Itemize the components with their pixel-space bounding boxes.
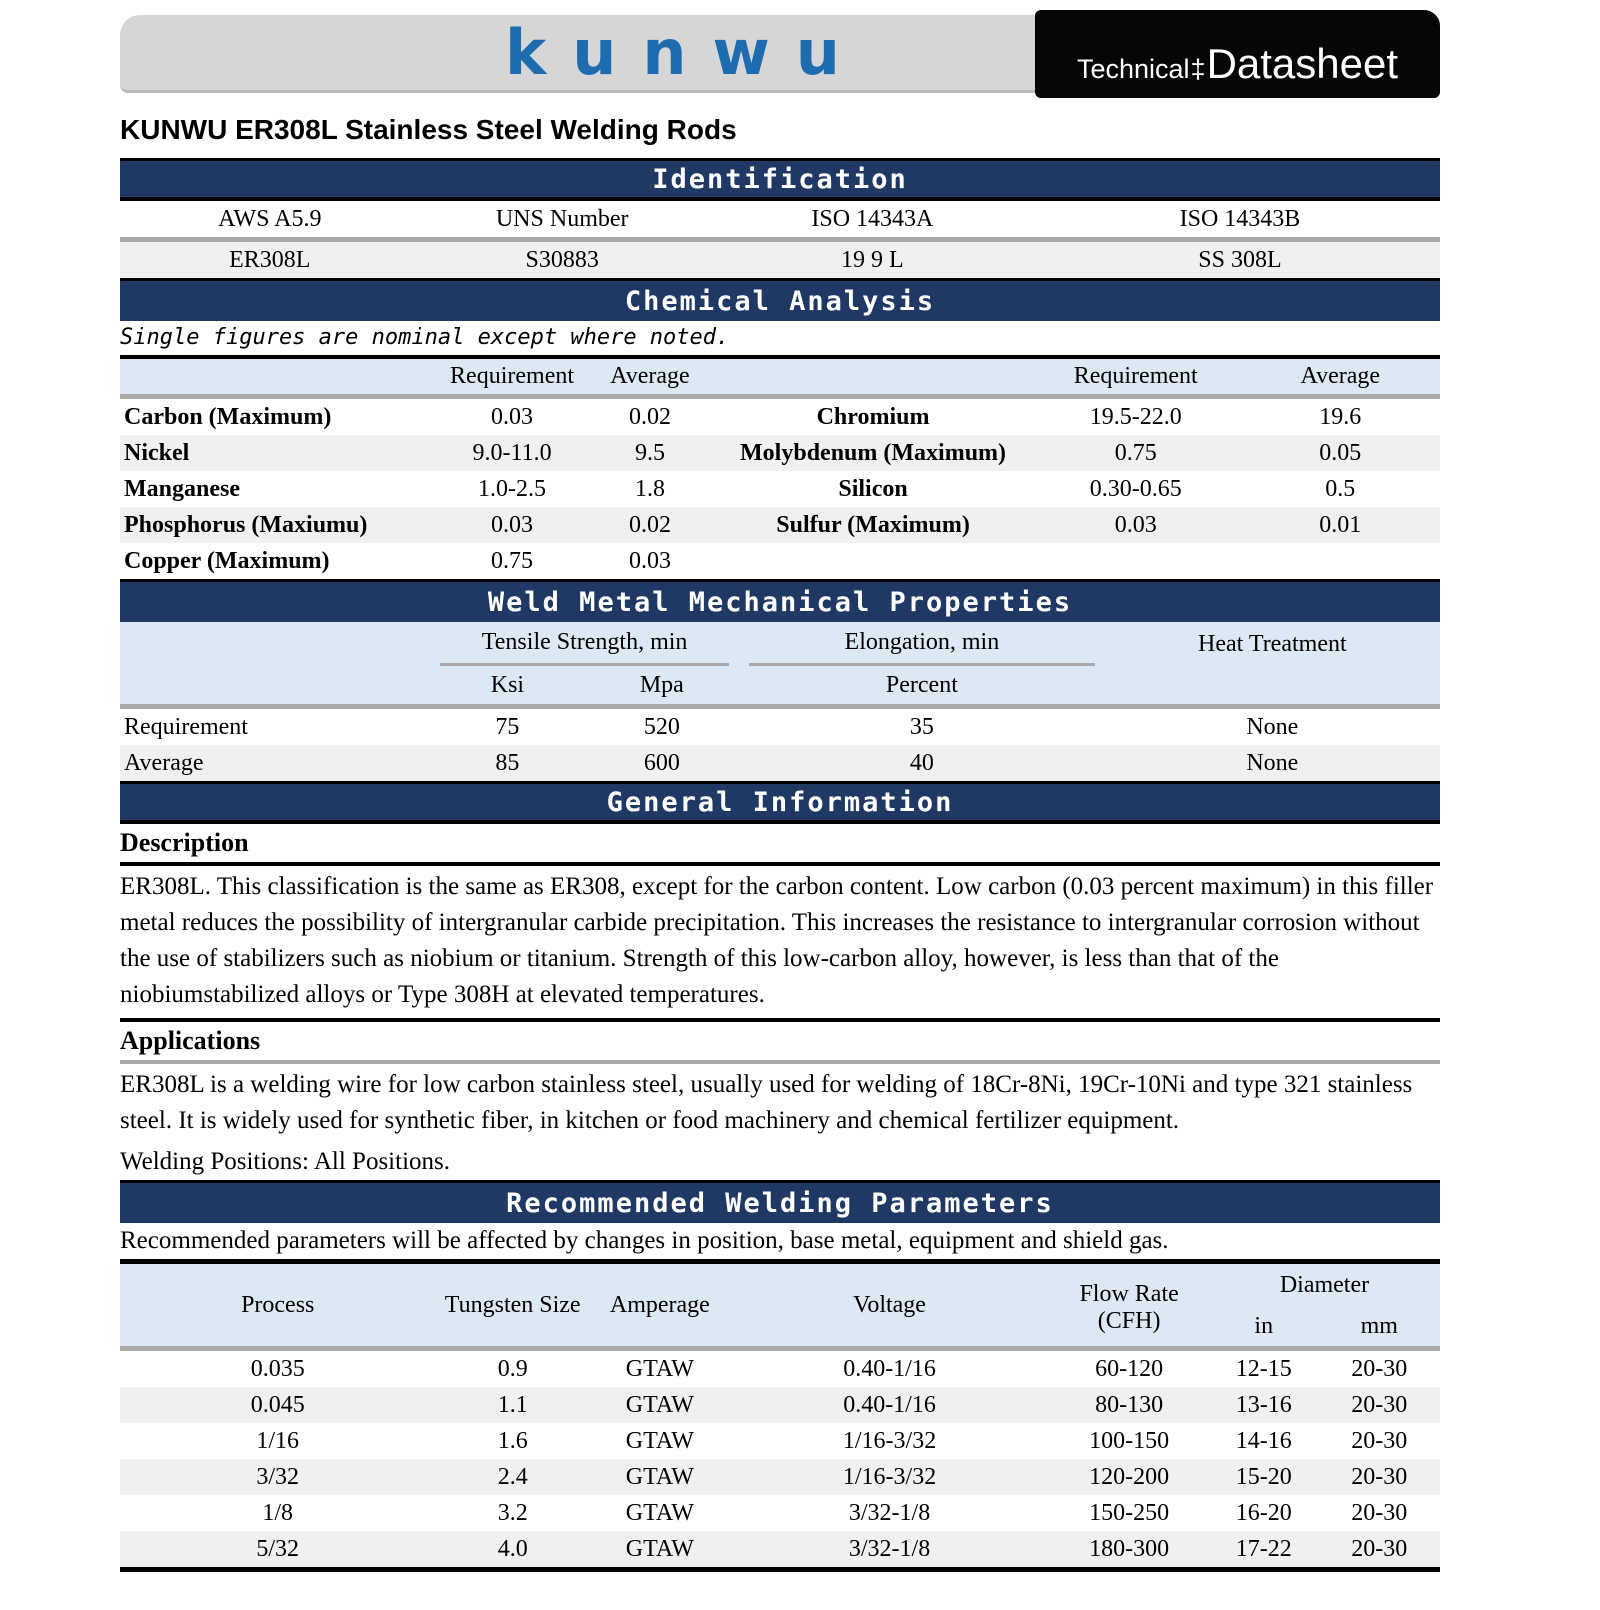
element-requirement: 0.75 [1114, 440, 1157, 466]
identification-columns-row [120, 201, 1440, 237]
param-tungsten: 1/16-3/32 [842, 1428, 937, 1454]
id-value: ER308L [229, 247, 311, 273]
chemical-row [120, 471, 1440, 507]
chemical-note: Single figures are nominal except where noted. [120, 325, 730, 350]
parameters-note: Recommended parameters will be affected by changes in position, base metal, equipment and shield gas. [120, 1227, 1169, 1254]
param-flow: 20-30 [1351, 1356, 1408, 1382]
param-flow: 20-30 [1351, 1500, 1408, 1526]
mech-mpa: 600 [643, 750, 680, 776]
param-amperage: 100-150 [1089, 1428, 1170, 1454]
spacer [120, 622, 430, 704]
param-tungsten: 3/32-1/8 [848, 1500, 931, 1526]
id-column-header: AWS A5.9 [218, 206, 322, 232]
param-process: GTAW [625, 1356, 694, 1382]
id-column-header: ISO 14343B [1179, 206, 1301, 232]
mech-row-label: Requirement [124, 714, 248, 740]
section-header-mechanical-properties: Weld Metal Mechanical Properties [120, 579, 1440, 622]
flow-rate-header [1049, 1264, 1209, 1346]
chemical-header-row [120, 359, 1440, 394]
param-voltage: 16-20 [1235, 1500, 1292, 1526]
param-mm: 4.0 [497, 1536, 528, 1562]
chem-col-requirement: Requirement [450, 363, 575, 389]
mech-heat: None [1246, 750, 1299, 776]
param-voltage: 17-22 [1235, 1536, 1292, 1562]
chemical-row [120, 399, 1440, 435]
element-average: 0.02 [628, 512, 671, 538]
percent-header: Percent [885, 671, 958, 698]
element-requirement: 0.75 [491, 548, 534, 574]
elongation-header: Elongation, min [749, 622, 1095, 666]
element-requirement: 0.30-0.65 [1089, 476, 1182, 502]
element-requirement: 1.0-2.5 [478, 476, 547, 502]
datasheet-page [120, 10, 1440, 1572]
in-header: in [1254, 1312, 1274, 1339]
element-name: Manganese [124, 476, 240, 502]
element-average [1241, 543, 1440, 579]
technical-datasheet-badge [1035, 10, 1440, 98]
param-tungsten: 3/32-1/8 [848, 1536, 931, 1562]
flow-rate-line2: (CFH) [1097, 1308, 1161, 1334]
element-requirement: 19.5-22.0 [1089, 404, 1182, 430]
element-name: Copper (Maximum) [124, 548, 330, 574]
amperage-header: Amperage [609, 1291, 710, 1318]
page-title: KUNWU ER308L Stainless Steel Welding Rods [120, 114, 737, 145]
id-value: SS 308L [1198, 247, 1282, 273]
chemical-row [120, 507, 1440, 543]
identification-values-row [120, 242, 1440, 278]
mechanical-header [120, 622, 1440, 704]
id-column-header: UNS Number [495, 206, 629, 232]
element-requirement: 9.0-11.0 [472, 440, 552, 466]
param-mm: 1.1 [497, 1392, 528, 1418]
element-average: 1.8 [634, 476, 665, 502]
section-header-chemical-analysis: Chemical Analysis [120, 278, 1440, 321]
parameters-row [120, 1495, 1440, 1531]
param-in: 1/16 [256, 1428, 300, 1454]
description-heading: Description [120, 828, 249, 857]
element-average: 0.03 [628, 548, 671, 574]
tungsten-size-header: Tungsten Size [444, 1291, 581, 1318]
param-in: 3/32 [256, 1464, 300, 1490]
section-header-general-information: General Information [120, 781, 1440, 824]
param-tungsten: 0.40-1/16 [843, 1356, 936, 1382]
param-voltage: 15-20 [1235, 1464, 1292, 1490]
element-average: 0.02 [628, 404, 671, 430]
spacer [1105, 666, 1440, 704]
parameters-row [120, 1387, 1440, 1423]
param-process: GTAW [625, 1464, 694, 1490]
chemical-row [120, 435, 1440, 471]
element-name: Phosphorus (Maxiumu) [124, 512, 368, 538]
param-flow: 20-30 [1351, 1392, 1408, 1418]
parameters-row [120, 1351, 1440, 1387]
mpa-header: Mpa [639, 671, 684, 698]
heat-treatment-header: Heat Treatment [1198, 630, 1347, 657]
param-flow: 20-30 [1351, 1464, 1408, 1490]
parameters-row [120, 1531, 1440, 1567]
mech-percent: 40 [909, 750, 934, 776]
param-in: 0.035 [250, 1356, 305, 1382]
param-amperage: 150-250 [1089, 1500, 1170, 1526]
id-value: S30883 [525, 247, 599, 273]
tensile-strength-header: Tensile Strength, min [440, 622, 729, 666]
element-name: Sulfur (Maximum) [776, 512, 970, 538]
element-requirement: 0.03 [1114, 512, 1157, 538]
param-process: GTAW [625, 1500, 694, 1526]
mech-percent: 35 [909, 714, 934, 740]
param-in: 1/8 [262, 1500, 294, 1526]
param-flow: 20-30 [1351, 1428, 1408, 1454]
param-mm: 1.6 [497, 1428, 528, 1454]
element-average: 0.05 [1319, 440, 1362, 466]
section-header-identification: Identification [120, 158, 1440, 201]
spacer [120, 359, 439, 394]
badge-text-large: Datasheet [1206, 40, 1399, 87]
section-header-welding-parameters: Recommended Welding Parameters [120, 1180, 1440, 1223]
header-banner [120, 10, 1440, 98]
mech-ksi: 75 [495, 714, 520, 740]
mechanical-row [120, 745, 1440, 781]
element-requirement: 0.03 [491, 404, 534, 430]
element-name: Carbon (Maximum) [124, 404, 332, 430]
param-in: 5/32 [256, 1536, 300, 1562]
chem-col-requirement: Requirement [1073, 363, 1198, 389]
parameters-row [120, 1459, 1440, 1495]
mech-row-label: Average [124, 750, 204, 776]
element-average: 0.01 [1319, 512, 1362, 538]
parameters-header [120, 1264, 1440, 1346]
param-amperage: 180-300 [1089, 1536, 1170, 1562]
param-process: GTAW [625, 1536, 694, 1562]
applications-text: ER308L is a welding wire for low carbon stainless steel, usually used for welding of 18Cr-8Ni, 19Cr-10Ni and type 321 stainless steel. It is widely used for synthetic fiber, in kitchen or food machinery and chemical fertilizer equipment. [120, 1071, 1413, 1134]
param-mm: 2.4 [497, 1464, 528, 1490]
element-name: Chromium [816, 404, 930, 430]
description-text: ER308L. This classification is the same as ER308, except for the carbon content. Low carbon (0.03 percent maximum) in this filler metal reduces the possibility of intergranular carbide precipitation. This increases the resistance to intergranular corrosion without the use of stabilizers such as niobium or titanium. Strength of this low-carbon alloy, however, is less than that of the niobiumstabilized alloys or Type 308H at elevated temperatures. [120, 873, 1434, 1008]
id-value: 19 9 L [841, 247, 904, 273]
element-average: 19.6 [1319, 404, 1362, 430]
applications-heading: Applications [120, 1026, 261, 1055]
spacer [715, 359, 1030, 394]
param-process: GTAW [625, 1428, 694, 1454]
element-name: Nickel [124, 440, 190, 466]
param-amperage: 80-130 [1095, 1392, 1164, 1418]
ksi-header: Ksi [490, 671, 525, 698]
mechanical-row [120, 709, 1440, 745]
mech-ksi: 85 [495, 750, 520, 776]
param-amperage: 120-200 [1089, 1464, 1170, 1490]
param-mm: 3.2 [497, 1500, 528, 1526]
welding-positions-text: Welding Positions: All Positions. [120, 1148, 450, 1175]
process-header: Process [241, 1291, 315, 1318]
chem-col-average: Average [610, 363, 690, 389]
element-name [715, 543, 1030, 579]
element-average: 9.5 [634, 440, 665, 466]
voltage-header: Voltage [853, 1291, 926, 1318]
param-tungsten: 1/16-3/32 [842, 1464, 937, 1490]
param-mm: 0.9 [497, 1356, 528, 1382]
chemical-row [120, 543, 1440, 579]
element-name: Silicon [838, 476, 908, 502]
kunwu-logo: kunwu [505, 16, 866, 89]
mech-mpa: 520 [643, 714, 680, 740]
badge-text-small: Technical [1076, 54, 1190, 84]
id-column-header: ISO 14343A [811, 206, 934, 232]
param-voltage: 13-16 [1235, 1392, 1292, 1418]
param-in: 0.045 [250, 1392, 305, 1418]
param-voltage: 14-16 [1235, 1428, 1292, 1454]
element-requirement [1031, 543, 1241, 579]
param-flow: 20-30 [1351, 1536, 1408, 1562]
param-process: GTAW [625, 1392, 694, 1418]
parameters-row [120, 1423, 1440, 1459]
element-requirement: 0.03 [491, 512, 534, 538]
chem-col-average: Average [1300, 363, 1381, 389]
param-amperage: 60-120 [1095, 1356, 1164, 1382]
bottom-border [120, 1567, 1440, 1572]
flow-rate-line1: Flow Rate [1079, 1281, 1179, 1307]
mech-heat: None [1246, 714, 1299, 740]
param-tungsten: 0.40-1/16 [843, 1392, 936, 1418]
mm-header: mm [1360, 1312, 1398, 1339]
element-average: 0.5 [1325, 476, 1356, 502]
diameter-header: Diameter [1279, 1271, 1370, 1298]
param-voltage: 12-15 [1235, 1356, 1292, 1382]
element-name: Molybdenum (Maximum) [740, 440, 1007, 466]
badge-separator: ‡ [1190, 54, 1206, 84]
